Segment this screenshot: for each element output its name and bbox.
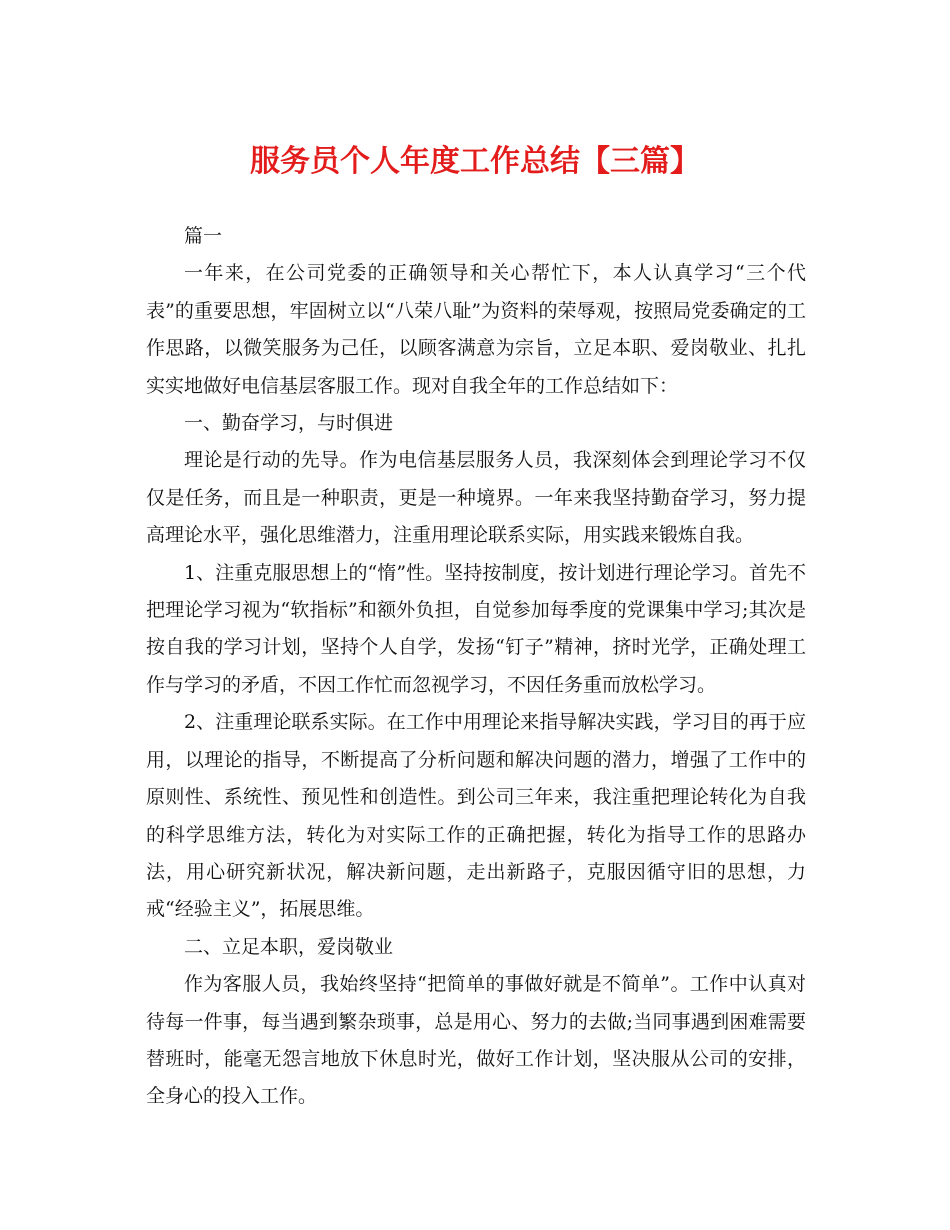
body-paragraph: 1、注重克服思想上的“惰”性。坚持按制度，按计划进行理论学习。首先不把理论学习视为“软指标”和额外负担，自觉参加每季度的党课集中学习;其次是按自我的学习计划，坚持个人自学，发扬“钉子”精神，挤时光学，正确处理工作与学习的矛盾，不因工作忙而忽视学习，不因任务重而放松学习。 xyxy=(146,561,806,696)
body-paragraph: 2、注重理论联系实际。在工作中用理论来指导解决实践，学习目的再于应用，以理论的指导，不断提高了分析问题和解决问题的潜力，增强了工作中的原则性、系统性、预见性和创造性。到公司三年来，我注重把理论转化为自我的科学思维方法，转化为对实际工作的正确把握，转化为指导工作的思路办法，用心研究新状况，解决新问题，走出新路子，克服因循守旧的思想，力戒“经验主义”，拓展思维。 xyxy=(146,711,806,921)
document-body xyxy=(146,218,806,1116)
section-heading: 二、立足本职，爱岗敬业 xyxy=(184,935,394,958)
section-label: 篇一 xyxy=(184,225,223,247)
body-paragraph: 作为客服人员，我始终坚持“把简单的事做好就是不简单”。工作中认真对待每一件事，每当遇到繁杂琐事，总是用心、努力的去做;当同事遇到困难需要替班时，能毫无怨言地放下休息时光，做好工作计划，坚决服从公司的安排，全身心的投入工作。 xyxy=(146,973,806,1108)
body-paragraph: 理论是行动的先导。作为电信基层服务人员，我深刻体会到理论学习不仅仅是任务，而且是一种职责，更是一种境界。一年来我坚持勤奋学习，努力提高理论水平，强化思维潜力，注重用理论联系实际，用实践来锻炼自我。 xyxy=(146,449,806,547)
document-title: 服务员个人年度工作总结【三篇】 xyxy=(250,144,700,179)
section-heading: 一、勤奋学习，与时俱进 xyxy=(184,412,394,435)
body-paragraph: 一年来，在公司党委的正确领导和关心帮忙下，本人认真学习“三个代表”的重要思想，牢固树立以“八荣八耻”为资料的荣辱观，按照局党委确定的工作思路，以微笑服务为己任，以顾客满意为宗旨，立足本职、爱岗敬业、扎扎实实地做好电信基层客服工作。现对自我全年的工作总结如下： xyxy=(146,262,806,397)
